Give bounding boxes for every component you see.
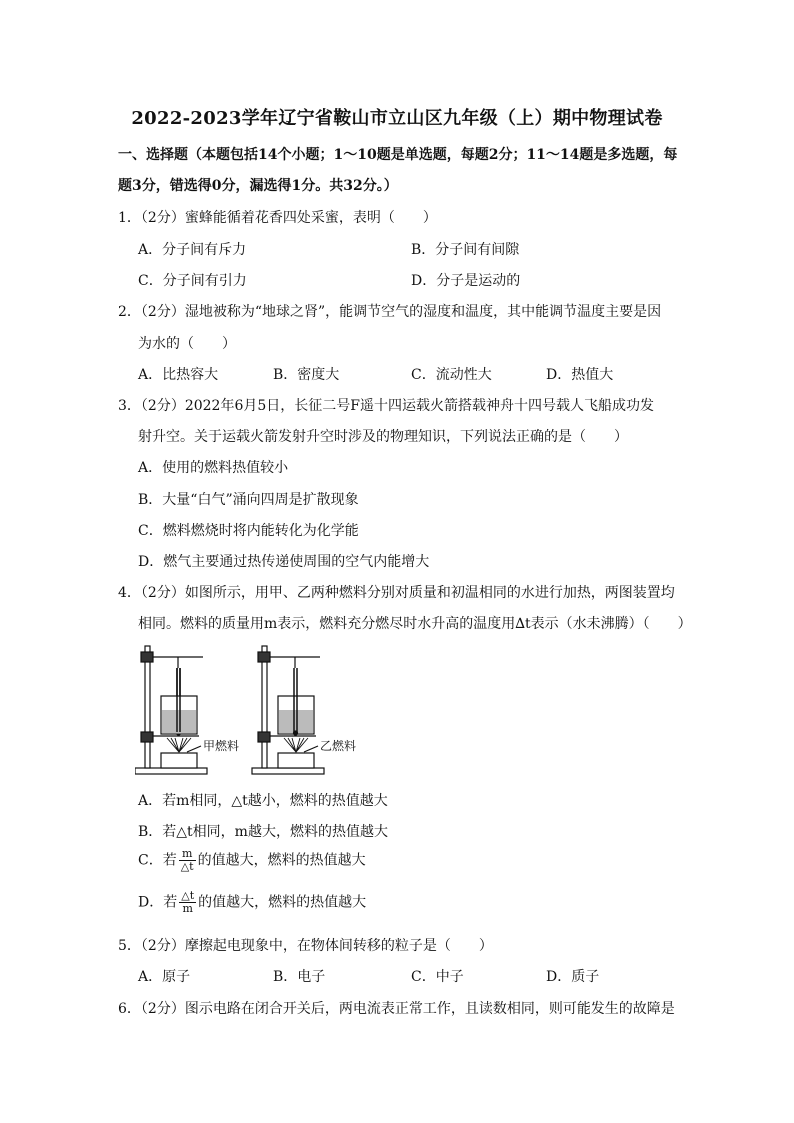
question-2-option-a: A．比热容大 <box>138 367 219 383</box>
question-6-stem: 6．（2分）图示电路在闭合开关后，两电流表正常工作，且读数相同，则可能发生的故障是 <box>118 1001 675 1017</box>
question-1-stem: 1．（2分）蜜蜂能循着花香四处采蜜，表明（ ） <box>118 210 437 226</box>
question-4-option-d <box>138 890 366 915</box>
question-5-option-d: D．质子 <box>546 969 600 985</box>
question-4-option-d-suffix: 的值越大，燃料的热值越大 <box>198 894 367 911</box>
question-2-option-c: C．流动性大 <box>411 367 492 383</box>
fraction-denominator: m <box>182 902 193 915</box>
figure-label-fuel-a: 甲燃料 <box>203 739 240 753</box>
figure-label-fuel-b: 乙燃料 <box>320 739 357 753</box>
question-4-stem-line-2: 相同。燃料的质量用m表示，燃料充分燃尽时水升高的温度用∆t表示（水未沸腾）（ ） <box>138 616 692 632</box>
question-3-option-a: A．使用的燃料热值较小 <box>138 460 289 476</box>
apparatus-a <box>135 646 207 774</box>
question-4-option-c-prefix: C．若 <box>138 852 177 869</box>
question-4-stem-line-1: 4．（2分）如图所示，用甲、乙两种燃料分别对质量和初温相同的水进行加热，两图装置均 <box>118 585 675 601</box>
question-1-option-d: D．分子是运动的 <box>411 273 521 289</box>
fraction-denominator: △t <box>180 860 194 873</box>
question-4-option-c-suffix: 的值越大，燃料的热值越大 <box>197 852 366 869</box>
fraction-m-over-dt <box>179 848 196 873</box>
question-5-stem: 5．（2分）摩擦起电现象中，在物体间转移的粒子是（ ） <box>118 938 493 954</box>
question-2-option-d: D．热值大 <box>546 367 614 383</box>
question-3-option-d: D．燃气主要通过热传递使周围的空气内能增大 <box>138 554 430 570</box>
question-3-stem-line-2: 射升空。关于运载火箭发射升空时涉及的物理知识，下列说法正确的是（ ） <box>138 429 628 445</box>
question-1-option-c: C．分子间有引力 <box>138 273 247 289</box>
question-1-option-b: B．分子间有间隙 <box>411 242 520 258</box>
question-2-stem-line-2: 为水的（ ） <box>138 336 236 352</box>
question-4-option-c <box>138 848 366 873</box>
question-4-option-d-prefix: D．若 <box>138 894 178 911</box>
section-heading-line-1: 一、选择题（本题包括14个小题；1～10题是单选题，每题2分；11～14题是多选题，每 <box>118 147 678 163</box>
apparatus-b <box>252 646 324 774</box>
fraction-dt-over-m <box>179 890 196 915</box>
question-3-option-b: B．大量“白气”涌向四周是扩散现象 <box>138 492 359 508</box>
section-heading <box>118 140 678 202</box>
page-title: 2022-2023学年辽宁省鞍山市立山区九年级（上）期中物理试卷 <box>131 108 663 129</box>
question-5-option-c: C．中子 <box>411 969 464 985</box>
apparatus-diagram <box>135 640 375 780</box>
question-3-stem-line-1: 3．（2分）2022年6月5日，长征二号F遥十四运载火箭搭载神舟十四号载人飞船成功发 <box>118 398 654 414</box>
question-4-option-b: B．若△t相同，m越大，燃料的热值越大 <box>138 824 388 840</box>
fraction-numerator: △t <box>181 889 195 902</box>
heating-apparatus-figure <box>135 640 375 784</box>
question-2-stem-line-1: 2．（2分）湿地被称为“地球之肾”，能调节空气的湿度和温度，其中能调节温度主要是因 <box>118 304 662 320</box>
question-3-option-c: C．燃料燃烧时将内能转化为化学能 <box>138 523 359 539</box>
question-4-option-a: A．若m相同，△t越小，燃料的热值越大 <box>138 793 388 809</box>
fraction-numerator: m <box>179 848 196 861</box>
question-2-option-b: B．密度大 <box>273 367 340 383</box>
question-1-option-a: A．分子间有斥力 <box>138 242 247 258</box>
question-5-option-b: B．电子 <box>273 969 326 985</box>
section-heading-line-2: 题3分，错选得0分，漏选得1分。共32分。） <box>118 178 398 194</box>
question-5-option-a: A．原子 <box>138 969 191 985</box>
